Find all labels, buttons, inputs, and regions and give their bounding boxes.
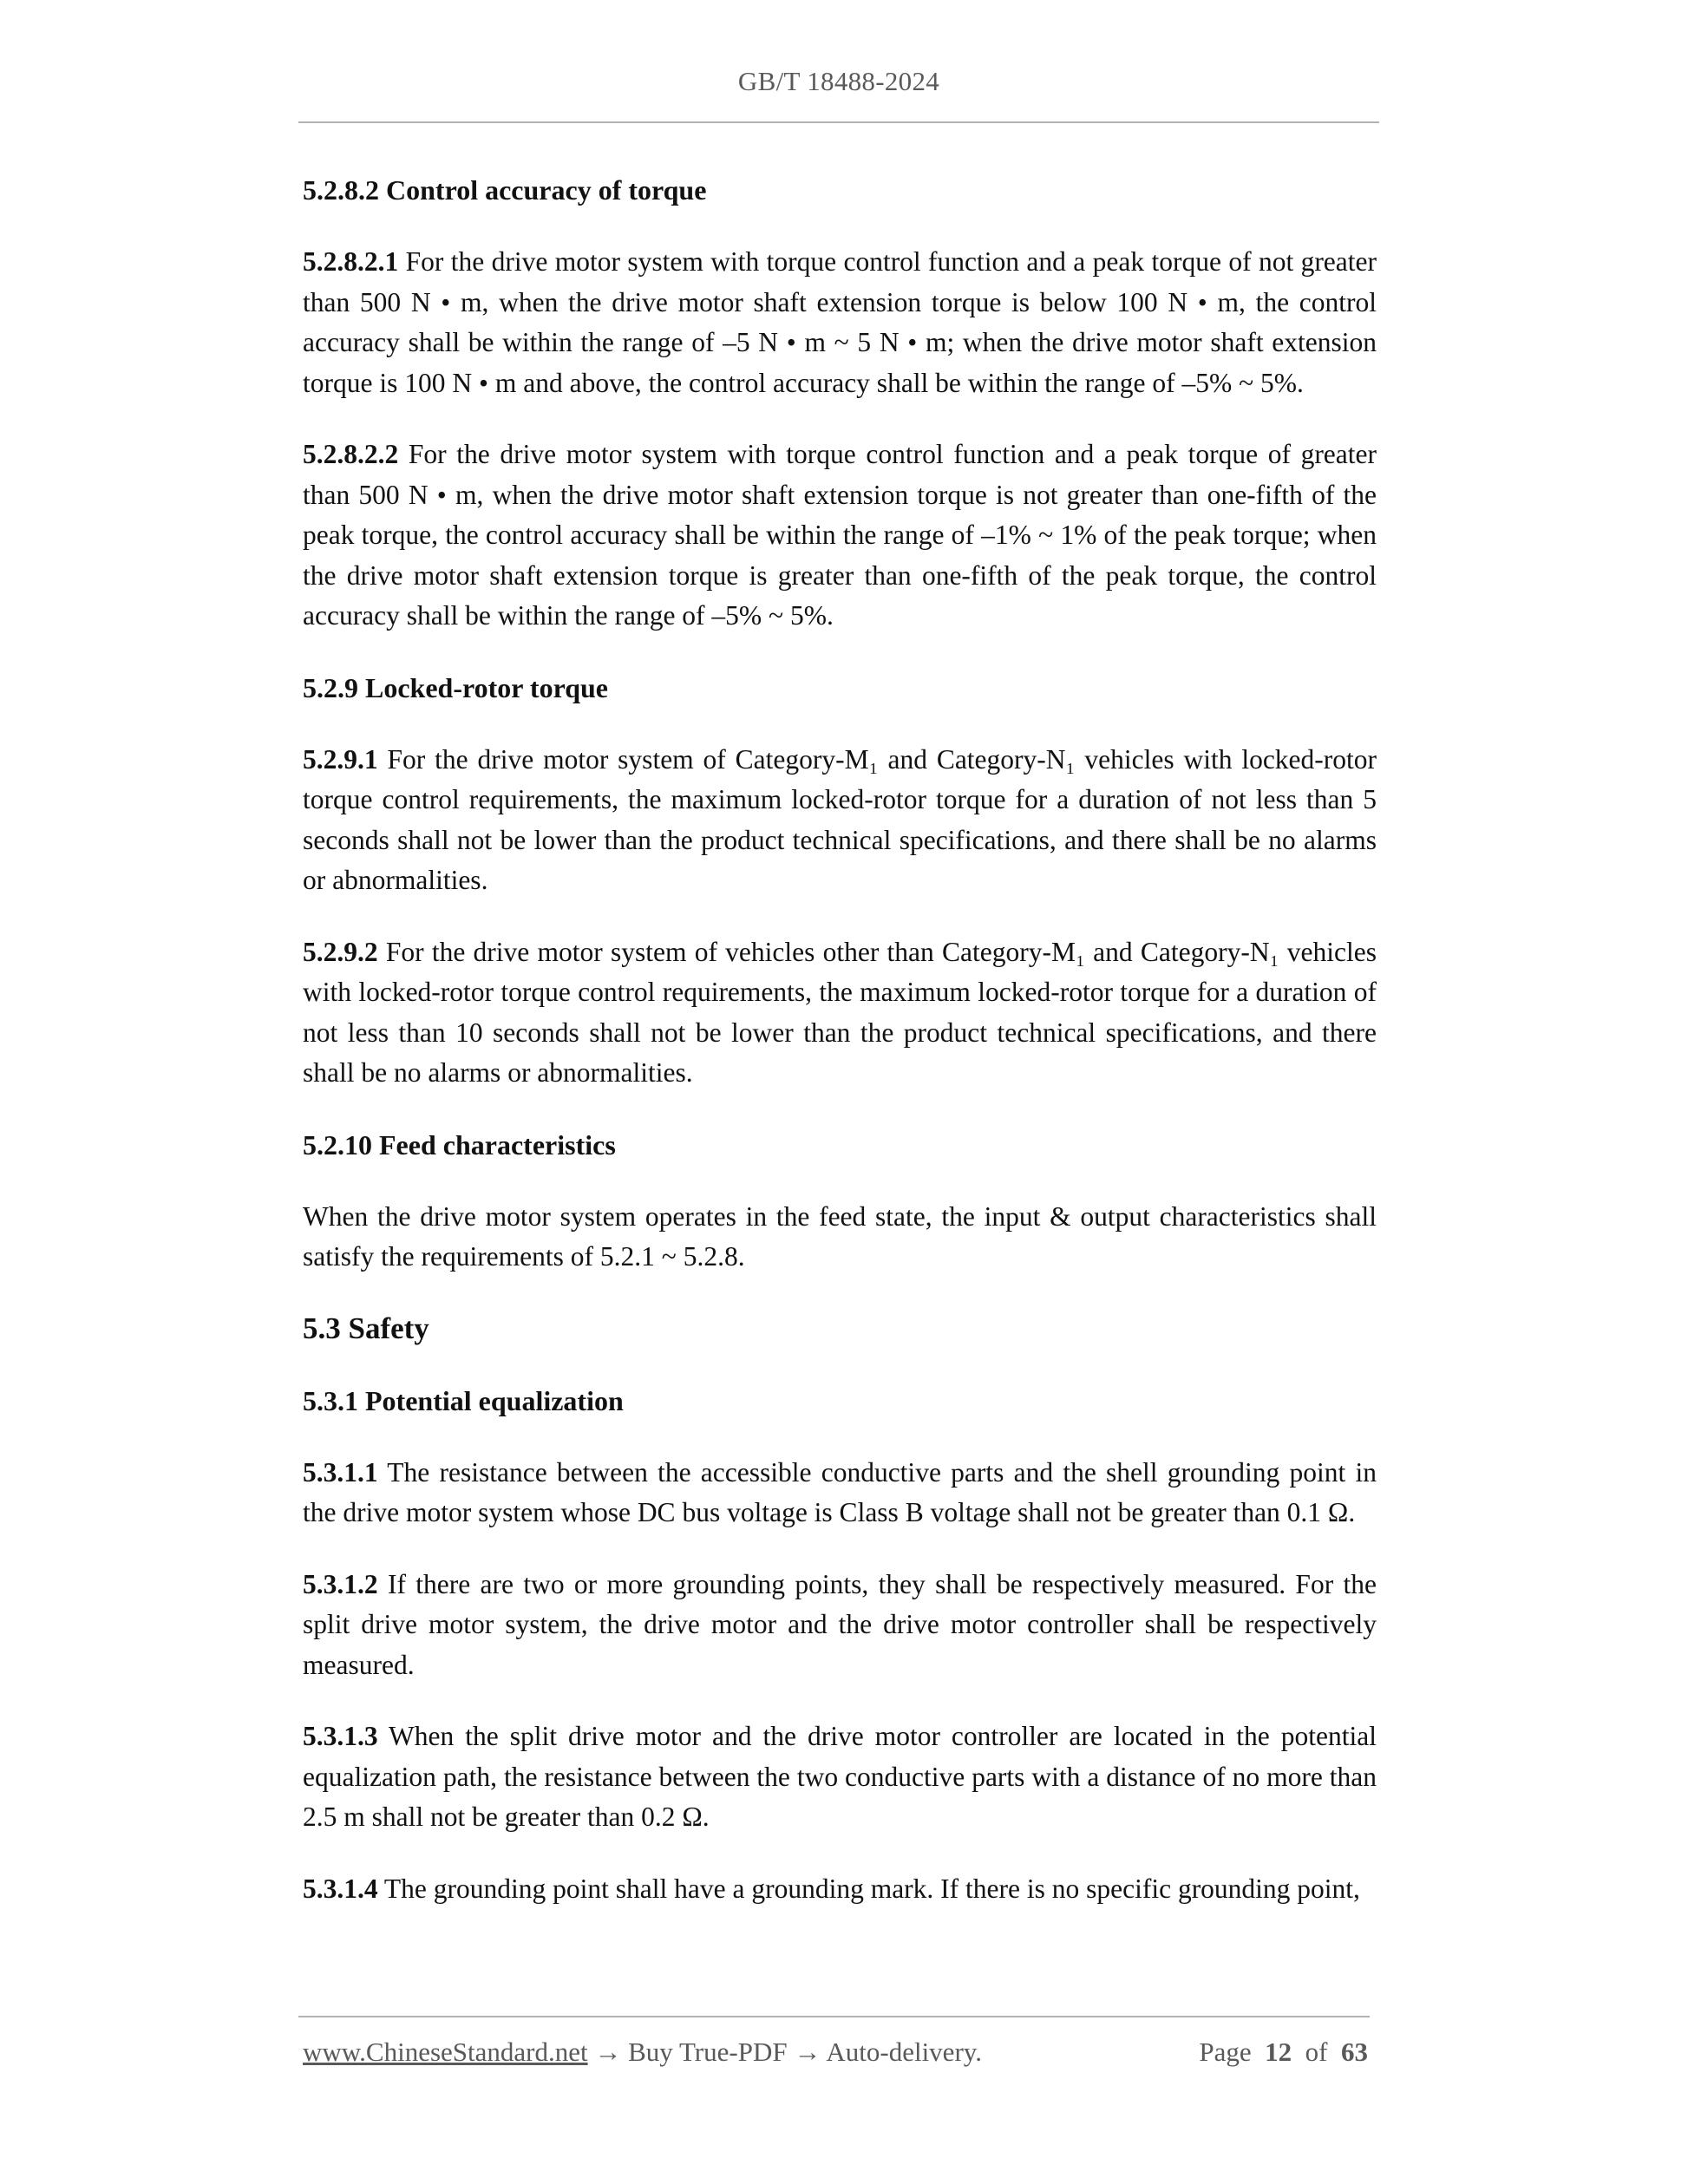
- heading-5-2-10: 5.2.10 Feed characteristics: [303, 1128, 616, 1161]
- footer-divider: [298, 2016, 1370, 2017]
- page-current: 12: [1265, 2037, 1292, 2067]
- clause-text: For the drive motor system with torque control function and a peak torque of greater than 500 N • m, when the drive motor shaft extension torque is not greater than one-fifth of the peak torque, the control accuracy shall be within the range of –1% ~ 1% of the peak torque; when the drive motor shaft extension torque is greater than one-fifth of the peak torque, the control accuracy shall be within the range of –5% ~ 5%.: [303, 439, 1377, 631]
- page-footer: [303, 2037, 1368, 2068]
- clause-text: If there are two or more grounding points, they shall be respectively measured. For the split drive motor system, the drive motor and the drive motor controller shall be respectively measured.: [303, 1568, 1377, 1680]
- clause-text: When the split drive motor and the drive motor controller are located in the potential equalization path, the resistance between the two conductive parts with a distance of no more than 2.5 m shall not be greater than 0.2 Ω.: [303, 1721, 1377, 1832]
- clause-5-3-1-2: [303, 1565, 1377, 1686]
- clause-5-2-8-2-2: [303, 435, 1377, 637]
- clause-text: For the drive motor system of Category-M₁ and Category-N₁ vehicles with locked-rotor torque control requirements, the maximum locked-rotor torque for a duration of not less than 5 seconds shall not be lower than the product technical specifications, and there shall be no alarms or abnormalities.: [303, 743, 1377, 895]
- heading-5-2-9: 5.2.9 Locked-rotor torque: [303, 671, 608, 703]
- footer-left: [303, 2037, 982, 2068]
- clause-text: The grounding point shall have a grounding mark. If there is no specific grounding point,: [377, 1873, 1360, 1904]
- clause-number: 5.3.1.4: [303, 1873, 378, 1904]
- page-label: Page: [1199, 2037, 1252, 2067]
- heading-5-3: 5.3 Safety: [303, 1311, 429, 1345]
- clause-number: 5.2.9.2: [303, 936, 378, 967]
- footer-tagline: → Buy True-PDF → Auto-delivery.: [587, 2037, 982, 2067]
- page-header-standard-id: GB/T 18488-2024: [737, 66, 940, 96]
- clause-5-2-9-1: [303, 740, 1377, 901]
- clause-number: 5.2.9.1: [303, 743, 378, 775]
- clause-number: 5.2.8.2.2: [303, 439, 399, 469]
- of-label: of: [1305, 2037, 1328, 2067]
- clause-text: For the drive motor system with torque control function and a peak torque of not greater than 500 N • m, when the drive motor shaft extension torque is below 100 N • m, the control accuracy shall be within the range of –5 N • m ~ 5 N • m; when the drive motor shaft extension torque is 100 N • m and above, the control accuracy shall be within the range of –5% ~ 5%.: [303, 246, 1377, 398]
- clause-text: The resistance between the accessible conductive parts and the shell grounding point in the drive motor system whose DC bus voltage is Class B voltage shall not be greater than 0.1 Ω.: [303, 1456, 1377, 1527]
- website-link[interactable]: www.ChineseStandard.net: [303, 2037, 588, 2067]
- clause-text: For the drive motor system of vehicles other than Category-M₁ and Category-N₁ vehicles with locked-rotor torque control requirements, the maximum locked-rotor torque for a duration of not less than 10 seconds shall not be lower than the product technical specifications, and there shall be no alarms or abnormalities.: [303, 936, 1377, 1088]
- clause-5-2-10: When the drive motor system operates in the feed state, the input & output characteristics shall satisfy the requirements of 5.2.1 ~ 5.2.8.: [303, 1200, 1377, 1272]
- page-total: 63: [1341, 2037, 1368, 2067]
- clause-number: 5.3.1.1: [303, 1456, 378, 1488]
- clause-5-3-1-4: [303, 1869, 1377, 1910]
- clause-number: 5.2.8.2.1: [303, 246, 399, 277]
- clause-5-2-9-2: [303, 932, 1377, 1094]
- clause-number: 5.3.1.3: [303, 1721, 378, 1751]
- header-divider: [298, 121, 1379, 123]
- clause-number: 5.3.1.2: [303, 1568, 378, 1599]
- clause-5-3-1-3: [303, 1716, 1377, 1838]
- heading-5-2-8-2: 5.2.8.2 Control accuracy of torque: [303, 174, 707, 206]
- page-body: [303, 170, 1377, 1940]
- heading-5-3-1: 5.3.1 Potential equalization: [303, 1384, 624, 1416]
- clause-5-3-1-1: [303, 1453, 1377, 1533]
- page-indicator: [1199, 2037, 1368, 2068]
- clause-5-2-8-2-1: [303, 242, 1377, 403]
